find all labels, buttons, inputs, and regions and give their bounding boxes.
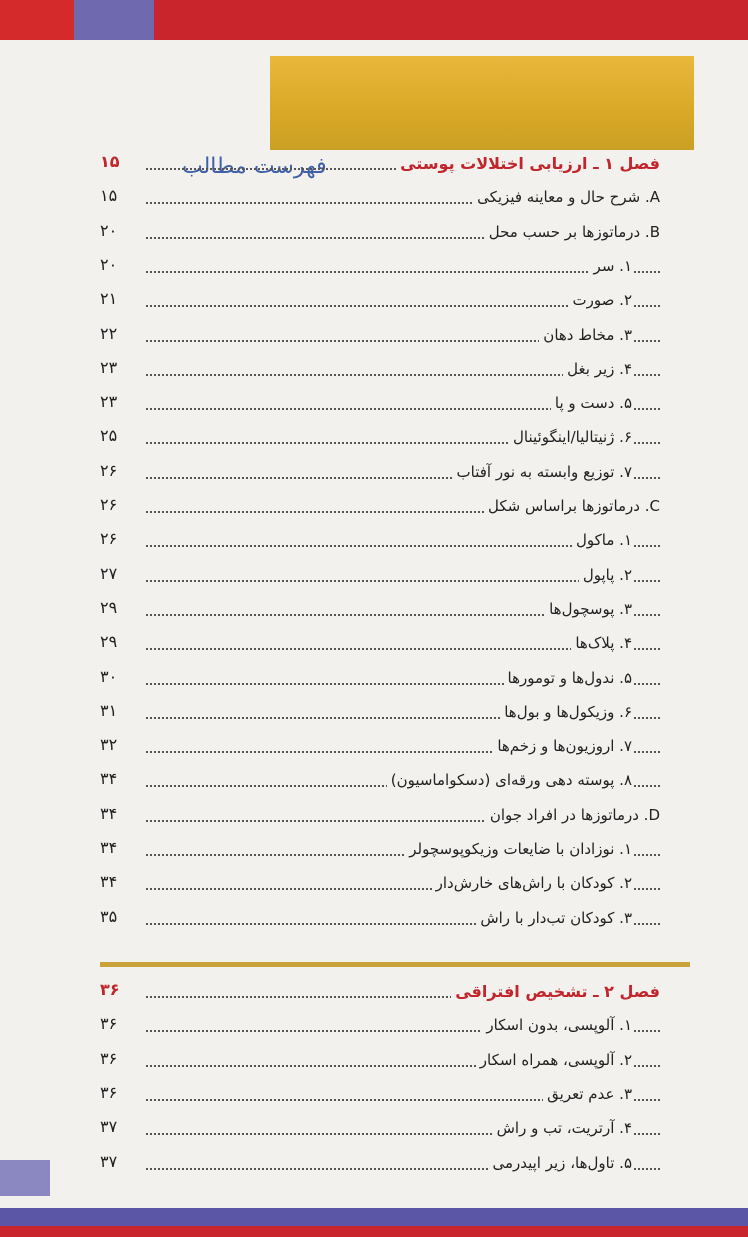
page-number: ۲۹ [100,598,144,617]
page-title: فهرست مطالب [182,154,327,179]
entry-label: B. درماتوزها بر حسب محل [485,223,660,241]
page-number: ۳۷ [100,1152,144,1171]
toc-entry [100,1047,660,1079]
toc-entry [100,802,660,834]
entry-label: ۱. آلوپسی، بدون اسکار [482,1016,632,1034]
page-number: ۲۶ [100,461,144,480]
entry-label: ۲. کودکان با راش‌های خارش‌دار [432,874,632,892]
page-number: ۲۹ [100,632,144,651]
corner-purple-block [0,1160,50,1196]
page-number: ۳۶ [100,1083,144,1102]
chapter-heading [100,150,660,182]
toc-entry [100,870,660,902]
page-number: ۳۶ [100,1014,144,1033]
toc-entry [100,1012,660,1044]
toc-entry [100,493,660,525]
toc-entry [100,459,660,491]
top-color-bar [0,0,748,40]
page-number: ۳۴ [100,804,144,823]
top-red-block [0,0,74,40]
entry-label: ۴. زیر بغل [563,360,632,378]
toc-entry [100,1081,660,1113]
page-number: ۲۷ [100,564,144,583]
entry-label: ۲. صورت [569,291,632,309]
page-number: ۲۳ [100,358,144,377]
toc-entry [100,562,660,594]
toc-entry [100,287,660,319]
entry-label: ۷. اروزیون‌ها و زخم‌ها [493,737,632,755]
chapter-divider [100,962,690,967]
entry-label: ۳. مخاط دهان [539,326,632,344]
entry-label: ۲. پاپول [579,566,632,584]
toc-entry [100,630,660,662]
entry-label: ۱. سر [590,257,632,275]
page-number: ۱۵ [100,186,144,205]
page-number: ۳۶ [100,980,144,999]
page-number: ۳۴ [100,838,144,857]
page-number: ۲۰ [100,221,144,240]
page-number: ۳۰ [100,667,144,686]
top-blue-block [74,0,154,40]
entry-label: ۳. پوسچول‌ها [545,600,632,618]
page-number: ۳۶ [100,1049,144,1068]
page-number: ۳۱ [100,701,144,720]
entry-label: ۵. تاول‌ها، زیر اپیدرمی [488,1154,632,1172]
page-number: ۱۵ [100,152,144,171]
toc-entry [100,219,660,251]
chapter-title: فصل ۱ ـ ارزیابی اختلالات پوستی [396,154,660,173]
entry-label: ۸. پوسته دهی ورقه‌ای (دسکواماسیون) [387,771,632,789]
toc-entry [100,356,660,388]
toc-entry [100,733,660,765]
bottom-color-bar [0,1208,748,1237]
toc-entry [100,1150,660,1182]
toc-entry [100,390,660,422]
toc-entry [100,665,660,697]
toc-entry [100,424,660,456]
toc-entry [100,184,660,216]
toc-entry [100,596,660,628]
toc-entry [100,1115,660,1147]
entry-label: ۴. پلاک‌ها [571,634,632,652]
chapter-title: فصل ۲ ـ تشخیص افتراقی [451,982,660,1001]
entry-label: ۱. نوزادان با ضایعات وزیکوپوسچولر [405,840,632,858]
toc-entry [100,699,660,731]
page-number: ۳۴ [100,872,144,891]
entry-label: ۶. وزیکول‌ها و بول‌ها [500,703,632,721]
entry-label: ۷. توزیع وابسته به نور آفتاب [453,463,632,481]
bottom-red-strip [0,1226,748,1237]
entry-label: ۴. آرتریت، تب و راش [493,1119,632,1137]
toc-entry [100,253,660,285]
toc-entry [100,905,660,937]
entry-label: ۵. دست و پا [551,394,632,412]
toc-entry [100,836,660,868]
page-number: ۲۱ [100,289,144,308]
page-number: ۳۷ [100,1117,144,1136]
toc-entry [100,322,660,354]
entry-label: ۳. کودکان تب‌دار با راش [476,909,632,927]
page-number: ۲۰ [100,255,144,274]
page-number: ۲۶ [100,529,144,548]
page-number: ۳۲ [100,735,144,754]
page-number: ۳۵ [100,907,144,926]
page-number: ۲۵ [100,426,144,445]
entry-label: D. درماتوزها در افراد جوان [486,806,660,824]
entry-label: ۳. عدم تعریق [543,1085,632,1103]
entry-label: ۲. آلوپسی، همراه اسکار [476,1051,632,1069]
entry-label: ۶. ژنیتالیا/اینگوئینال [509,428,632,446]
page-number: ۳۴ [100,769,144,788]
toc-entry [100,527,660,559]
dot-leader [138,271,660,273]
chapter-heading [100,978,660,1010]
entry-label: C. درماتوزها براساس شکل [484,497,660,515]
page-number: ۲۳ [100,392,144,411]
page-number: ۲۲ [100,324,144,343]
toc-entry [100,767,660,799]
entry-label: ۵. ندول‌ها و تومورها [504,669,632,687]
entry-label: A. شرح حال و معاینه فیزیکی [473,188,660,206]
page-number: ۲۶ [100,495,144,514]
header-gold-band [270,56,694,150]
entry-label: ۱. ماکول [572,531,632,549]
